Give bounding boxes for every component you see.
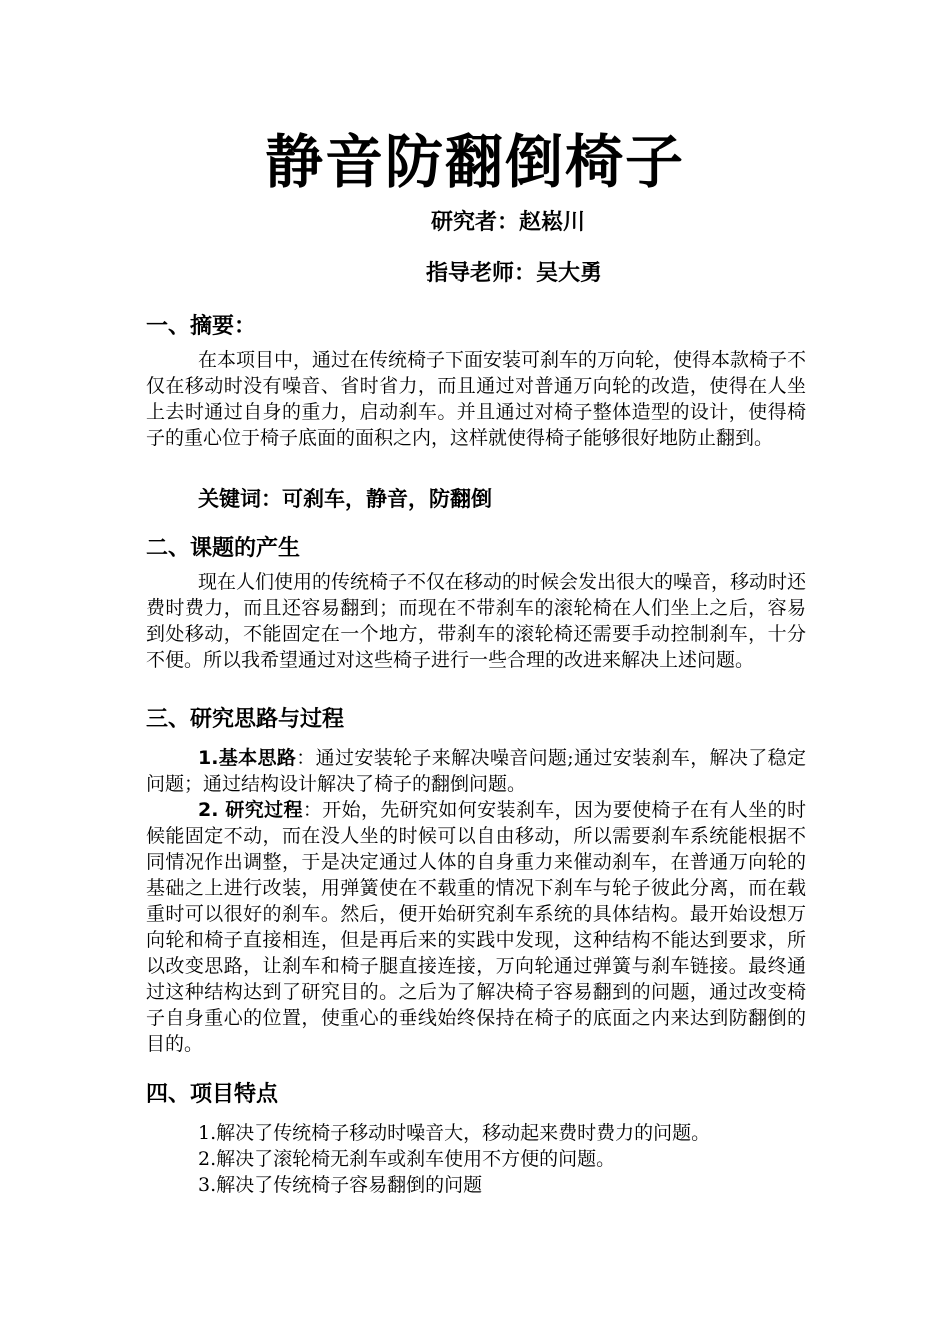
feature-item: 1.解决了传统椅子移动时噪音大，移动起来费时费力的问题。 (198, 1122, 711, 1144)
basic-idea-paragraph (146, 745, 806, 797)
research-process-body: ：开始，先研究如何安装刹车，因为要使椅子在有人坐的时候能固定不动，而在没人坐的时候可以自由移动，所以需要刹车系统能根据不同情况作出调整，于是决定通过人体的自身重力来催动刹车，在普通万向轮的基础之上进行改装，用弹簧使在不载重的情况下刹车与轮子彼此分离，而在载重时可以很好的刹车。然后，便开始研究刹车系统的具体结构。最开始设想万向轮和椅子直接相连，但是再后来的实践中发现，这种结构不能达到要求，所以改变思路，让刹车和椅子腿直接连接，万向轮通过弹簧与刹车链接。最终通过这种结构达到了研究目的。之后为了解决椅子容易翻到的问题，通过改变椅子自身重心的位置，使重心的垂线始终保持在椅子的底面之内来达到防翻倒的目的。 (146, 799, 806, 1055)
research-process-paragraph (146, 797, 806, 1057)
researcher-line: 研究者：赵崧川 (431, 210, 586, 235)
advisor-line: 指导老师：吴大勇 (426, 261, 603, 286)
feature-item: 3.解决了传统椅子容易翻倒的问题 (198, 1174, 483, 1196)
section-heading-origin: 二、课题的产生 (146, 536, 301, 561)
section-heading-features: 四、项目特点 (146, 1082, 279, 1107)
keywords-line: 关键词：可刹车，静音，防翻倒 (198, 487, 492, 511)
research-process-label: 2. 研究过程 (198, 799, 303, 821)
basic-idea-body: ：通过安装轮子来解决噪音问题;通过安装刹车，解决了稳定问题；通过结构设计解决了椅子的翻倒问题。 (146, 747, 806, 795)
origin-paragraph: 现在人们使用的传统椅子不仅在移动的时候会发出很大的噪音，移动时还费时费力，而且还容易翻到；而现在不带刹车的滚轮椅在人们坐上之后，容易到处移动，不能固定在一个地方，带刹车的滚轮椅还需要手动控制刹车，十分不便。所以我希望通过对这些椅子进行一些合理的改进来解决上述问题。 (146, 571, 807, 671)
basic-idea-label: 1.基本思路 (198, 747, 297, 769)
feature-item: 2.解决了滚轮椅无刹车或刹车使用不方便的问题。 (198, 1148, 616, 1170)
abstract-paragraph: 在本项目中，通过在传统椅子下面安装可刹车的万向轮，使得本款椅子不仅在移动时没有噪音、省时省力，而且通过对普通万向轮的改造，使得在人坐上去时通过自身的重力，启动刹车。并且通过对椅子整体造型的设计，使得椅子的重心位于椅子底面的面积之内，这样就使得椅子能够很好地防止翻到。 (146, 349, 807, 449)
document-title: 静音防翻倒椅子 (264, 128, 685, 196)
section-heading-process: 三、研究思路与过程 (146, 707, 345, 732)
section-heading-abstract: 一、摘要： (146, 314, 257, 339)
